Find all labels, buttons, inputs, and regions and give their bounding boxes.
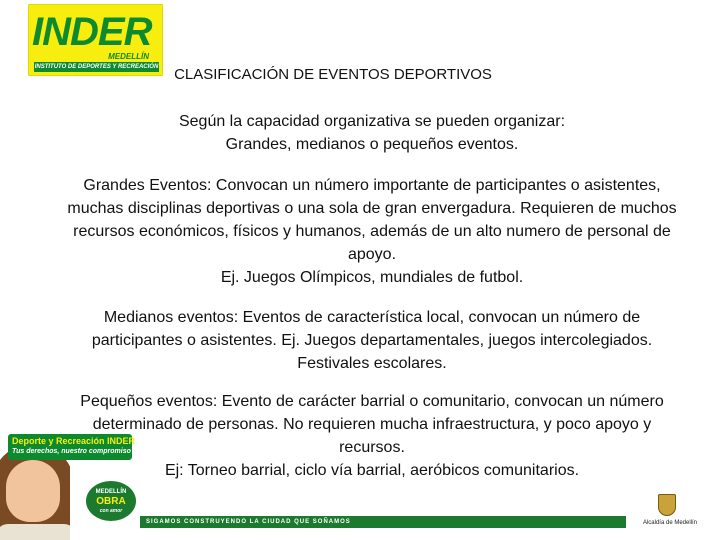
coat-of-arms-icon	[658, 494, 676, 516]
pequenos-text: : Evento de carácter barrial o comunitario, convocan un número determinado de personas. No requieren mucha infraestructura, y poco apoyo y recursos.	[92, 393, 664, 456]
alcaldia-label: Alcaldía de Medellín	[642, 520, 698, 526]
grandes-label: Grandes Eventos:	[83, 177, 212, 194]
alcaldia-logo	[630, 494, 710, 534]
medianos-text: : Eventos de característica local, convocan un número de participantes o asistentes. Ej. Juegos departamentales, juegos intercolegiados. Festivales escolares.	[91, 309, 653, 372]
pequenos-paragraph	[64, 390, 680, 482]
logo-subtitle: INSTITUTO DE DEPORTES Y RECREACIÓN	[34, 64, 159, 70]
intro-paragraph	[64, 110, 680, 156]
grandes-example: Ej. Juegos Olímpicos, mundiales de futbol.	[220, 269, 524, 286]
intro-line-1: Según la capacidad organizativa se pueden organizar:	[178, 113, 566, 130]
logo-wordmark: INDER	[32, 10, 152, 54]
logo-city: MEDELLÍN	[108, 52, 149, 61]
campaign-tag	[8, 434, 136, 460]
obra-logo-mid: OBRA	[96, 496, 126, 507]
slogan-text: SIGAMOS CONSTRUYENDO LA CIUDAD QUE SOÑAMOS	[146, 519, 351, 525]
intro-line-2: Grandes, medianos o pequeños eventos.	[225, 136, 519, 153]
obra-logo-top: MEDELLÍN	[95, 489, 127, 495]
medellin-obra-logo	[86, 481, 136, 521]
medianos-paragraph	[64, 306, 680, 375]
pequenos-example: Ej: Torneo barrial, ciclo vía barrial, aeróbicos comunitarios.	[164, 462, 580, 479]
campaign-tag-title: Deporte y Recreación INDER	[12, 436, 136, 446]
child-face-shape	[6, 460, 60, 522]
page-title: CLASIFICACIÓN DE EVENTOS DEPORTIVOS	[174, 66, 492, 83]
campaign-tag-motto: Tus derechos, nuestro compromiso	[12, 448, 131, 455]
grandes-paragraph	[64, 174, 680, 289]
pequenos-label: Pequeños eventos	[80, 393, 213, 410]
medianos-label: Medianos eventos	[103, 309, 234, 326]
grandes-text: Convocan un número importante de participantes o asistentes, muchas disciplinas deportivas o una sola de gran envergadura. Requieren de muchos recursos económicos, físicos y humanos, además de un alto numero de personal de apoyo.	[67, 177, 677, 263]
slogan-stripe	[140, 516, 626, 528]
child-shirt-shape	[0, 524, 70, 540]
obra-logo-bottom: con amor	[99, 508, 123, 514]
